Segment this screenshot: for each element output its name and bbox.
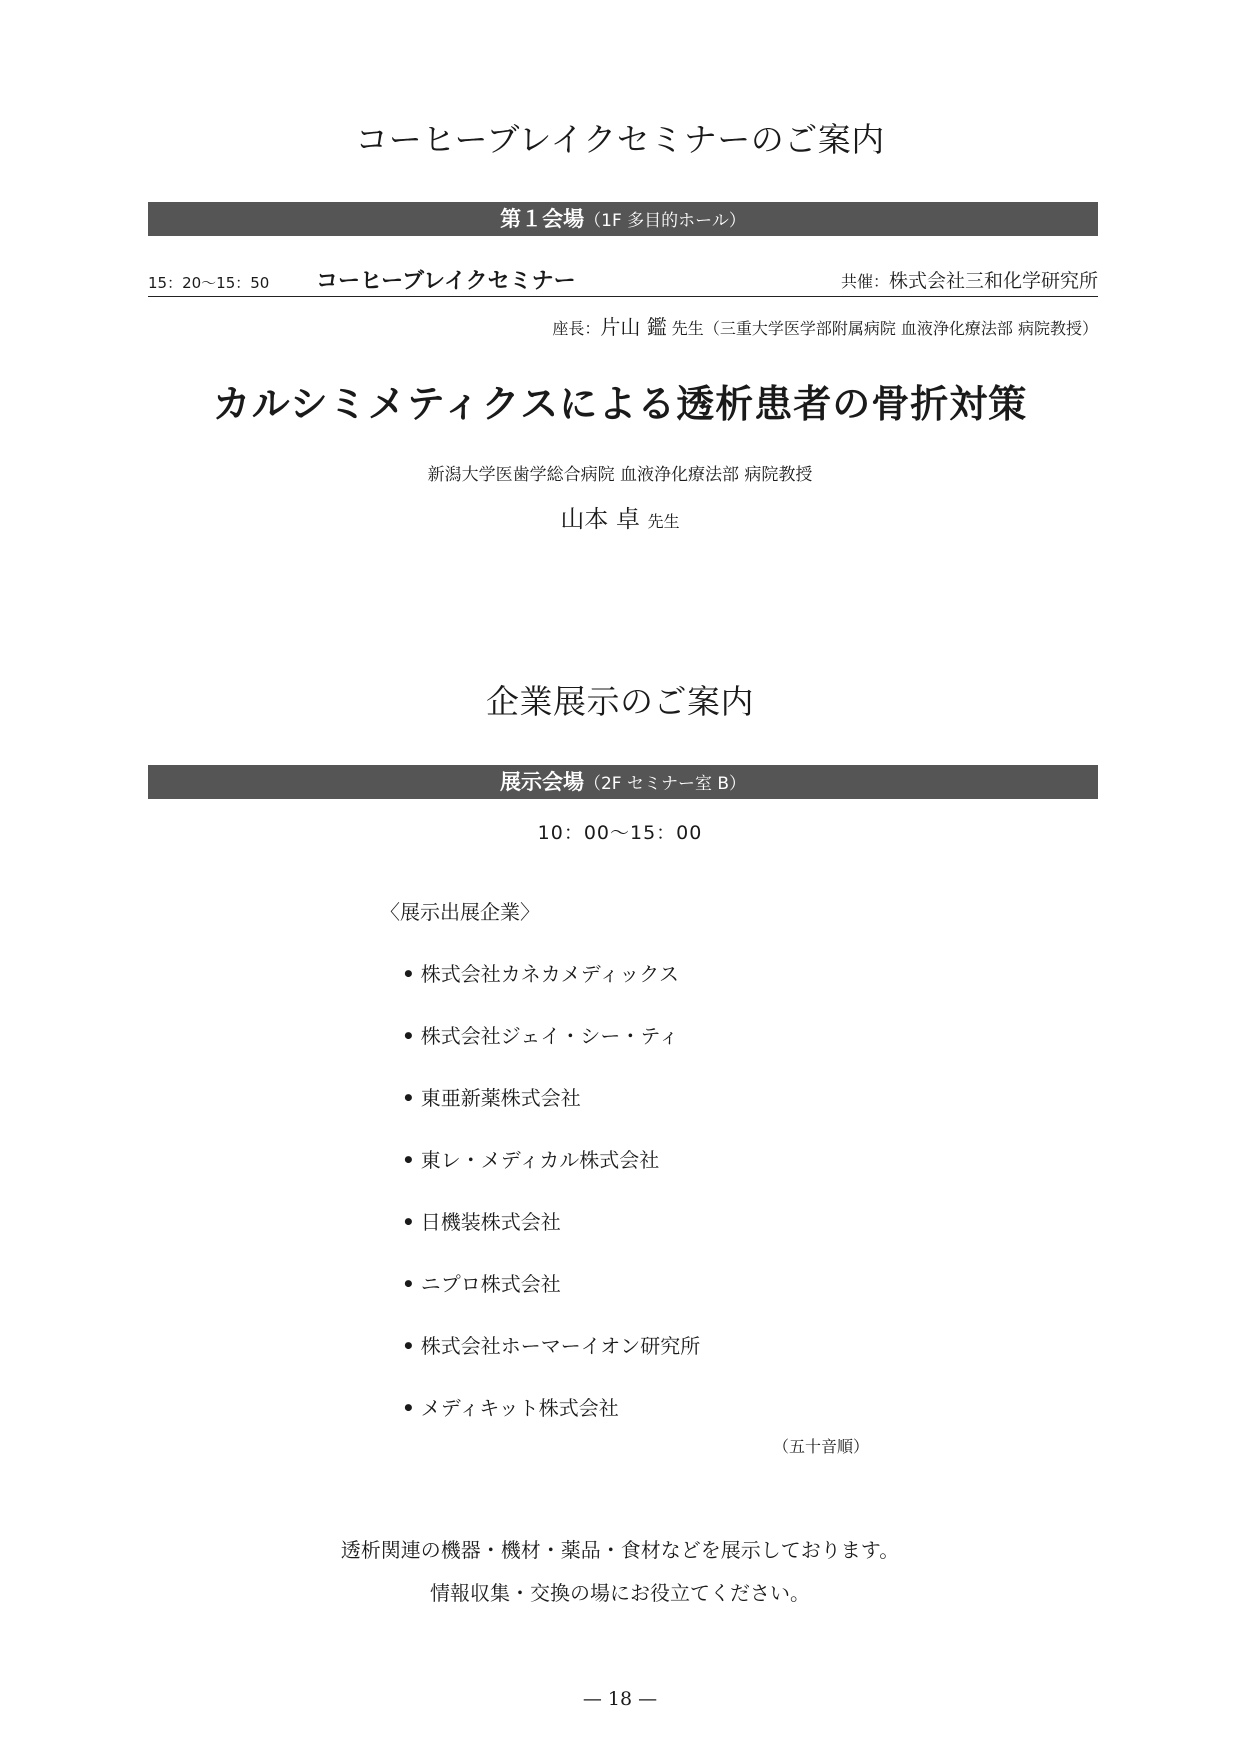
venue-name: 展示会場: [499, 770, 584, 794]
sponsor: [841, 266, 1098, 293]
chair-line: [552, 311, 1098, 340]
chair-name: 片山 鑑: [600, 315, 667, 339]
exhibit-note-line1: 透析関連の機器・機材・薬品・食材などを展示しております。: [340, 1538, 900, 1562]
bullet-icon: •: [402, 1396, 415, 1420]
company-name: 株式会社ジェイ・シー・ティ: [420, 1024, 679, 1048]
exhibitor-list-heading: 〈展示出展企業〉: [380, 900, 540, 924]
exhibit-hours: 10：00〜15：00: [537, 822, 703, 844]
speaker-affiliation: 新潟大学医歯学総合病院 血液浄化療法部 病院教授: [427, 465, 813, 485]
sponsor-name: 株式会社三和化学研究所: [888, 270, 1098, 292]
order-note: （五十音順）: [773, 1437, 870, 1456]
list-item: [402, 1206, 561, 1235]
page-number: — 18 —: [582, 1688, 658, 1710]
bullet-icon: •: [402, 1334, 415, 1358]
venue-name: 第１会場: [500, 207, 585, 231]
coffee-section-title: コーヒーブレイクセミナーのご案内: [355, 120, 885, 159]
company-name: メディキット株式会社: [420, 1396, 619, 1420]
venue-bar-exhibit: [148, 765, 1098, 799]
session-title: コーヒーブレイクセミナー: [316, 269, 576, 294]
venue-location: （1F 多目的ホール）: [584, 211, 746, 231]
sponsor-label: 共催：: [840, 272, 889, 291]
company-name: 東亜新薬株式会社: [420, 1086, 581, 1110]
bullet-icon: •: [402, 1210, 415, 1234]
chair-honorific: 先生: [671, 319, 704, 338]
speaker-honorific: 先生: [647, 512, 680, 531]
list-item: [402, 1144, 659, 1173]
company-name: 東レ・メディカル株式会社: [420, 1148, 660, 1172]
list-item: [402, 958, 679, 987]
speaker-name: 山本 卓: [560, 505, 640, 533]
company-name: 日機装株式会社: [420, 1210, 561, 1234]
exhibit-section-title: 企業展示のご案内: [486, 682, 754, 721]
session-time: 15：20〜15：50: [148, 274, 270, 292]
chair-label: 座長：: [552, 319, 601, 338]
company-name: 株式会社カネカメディックス: [420, 962, 679, 986]
list-item: [402, 1392, 619, 1421]
company-name: 株式会社ホーマーイオン研究所: [420, 1334, 701, 1358]
bullet-icon: •: [402, 1272, 415, 1296]
chair-affiliation: （三重大学医学部附属病院 血液浄化療法部 病院教授）: [703, 319, 1098, 338]
list-item: [402, 1020, 679, 1049]
bullet-icon: •: [402, 1024, 415, 1048]
lecture-title: カルシミメティクスによる透析患者の骨折対策: [212, 381, 1028, 426]
session-row: [148, 262, 1098, 297]
list-item: [402, 1330, 700, 1359]
bullet-icon: •: [402, 1148, 415, 1172]
speaker: [0, 499, 1240, 534]
list-item: [402, 1082, 581, 1111]
bullet-icon: •: [402, 962, 415, 986]
venue-bar-hall1: [148, 202, 1098, 236]
venue-location: （2F セミナー室 B）: [583, 774, 747, 794]
list-item: [402, 1268, 561, 1297]
company-name: ニプロ株式会社: [420, 1272, 561, 1296]
bullet-icon: •: [402, 1086, 415, 1110]
exhibit-note-line2: 情報収集・交換の場にお役立てください。: [430, 1581, 810, 1605]
